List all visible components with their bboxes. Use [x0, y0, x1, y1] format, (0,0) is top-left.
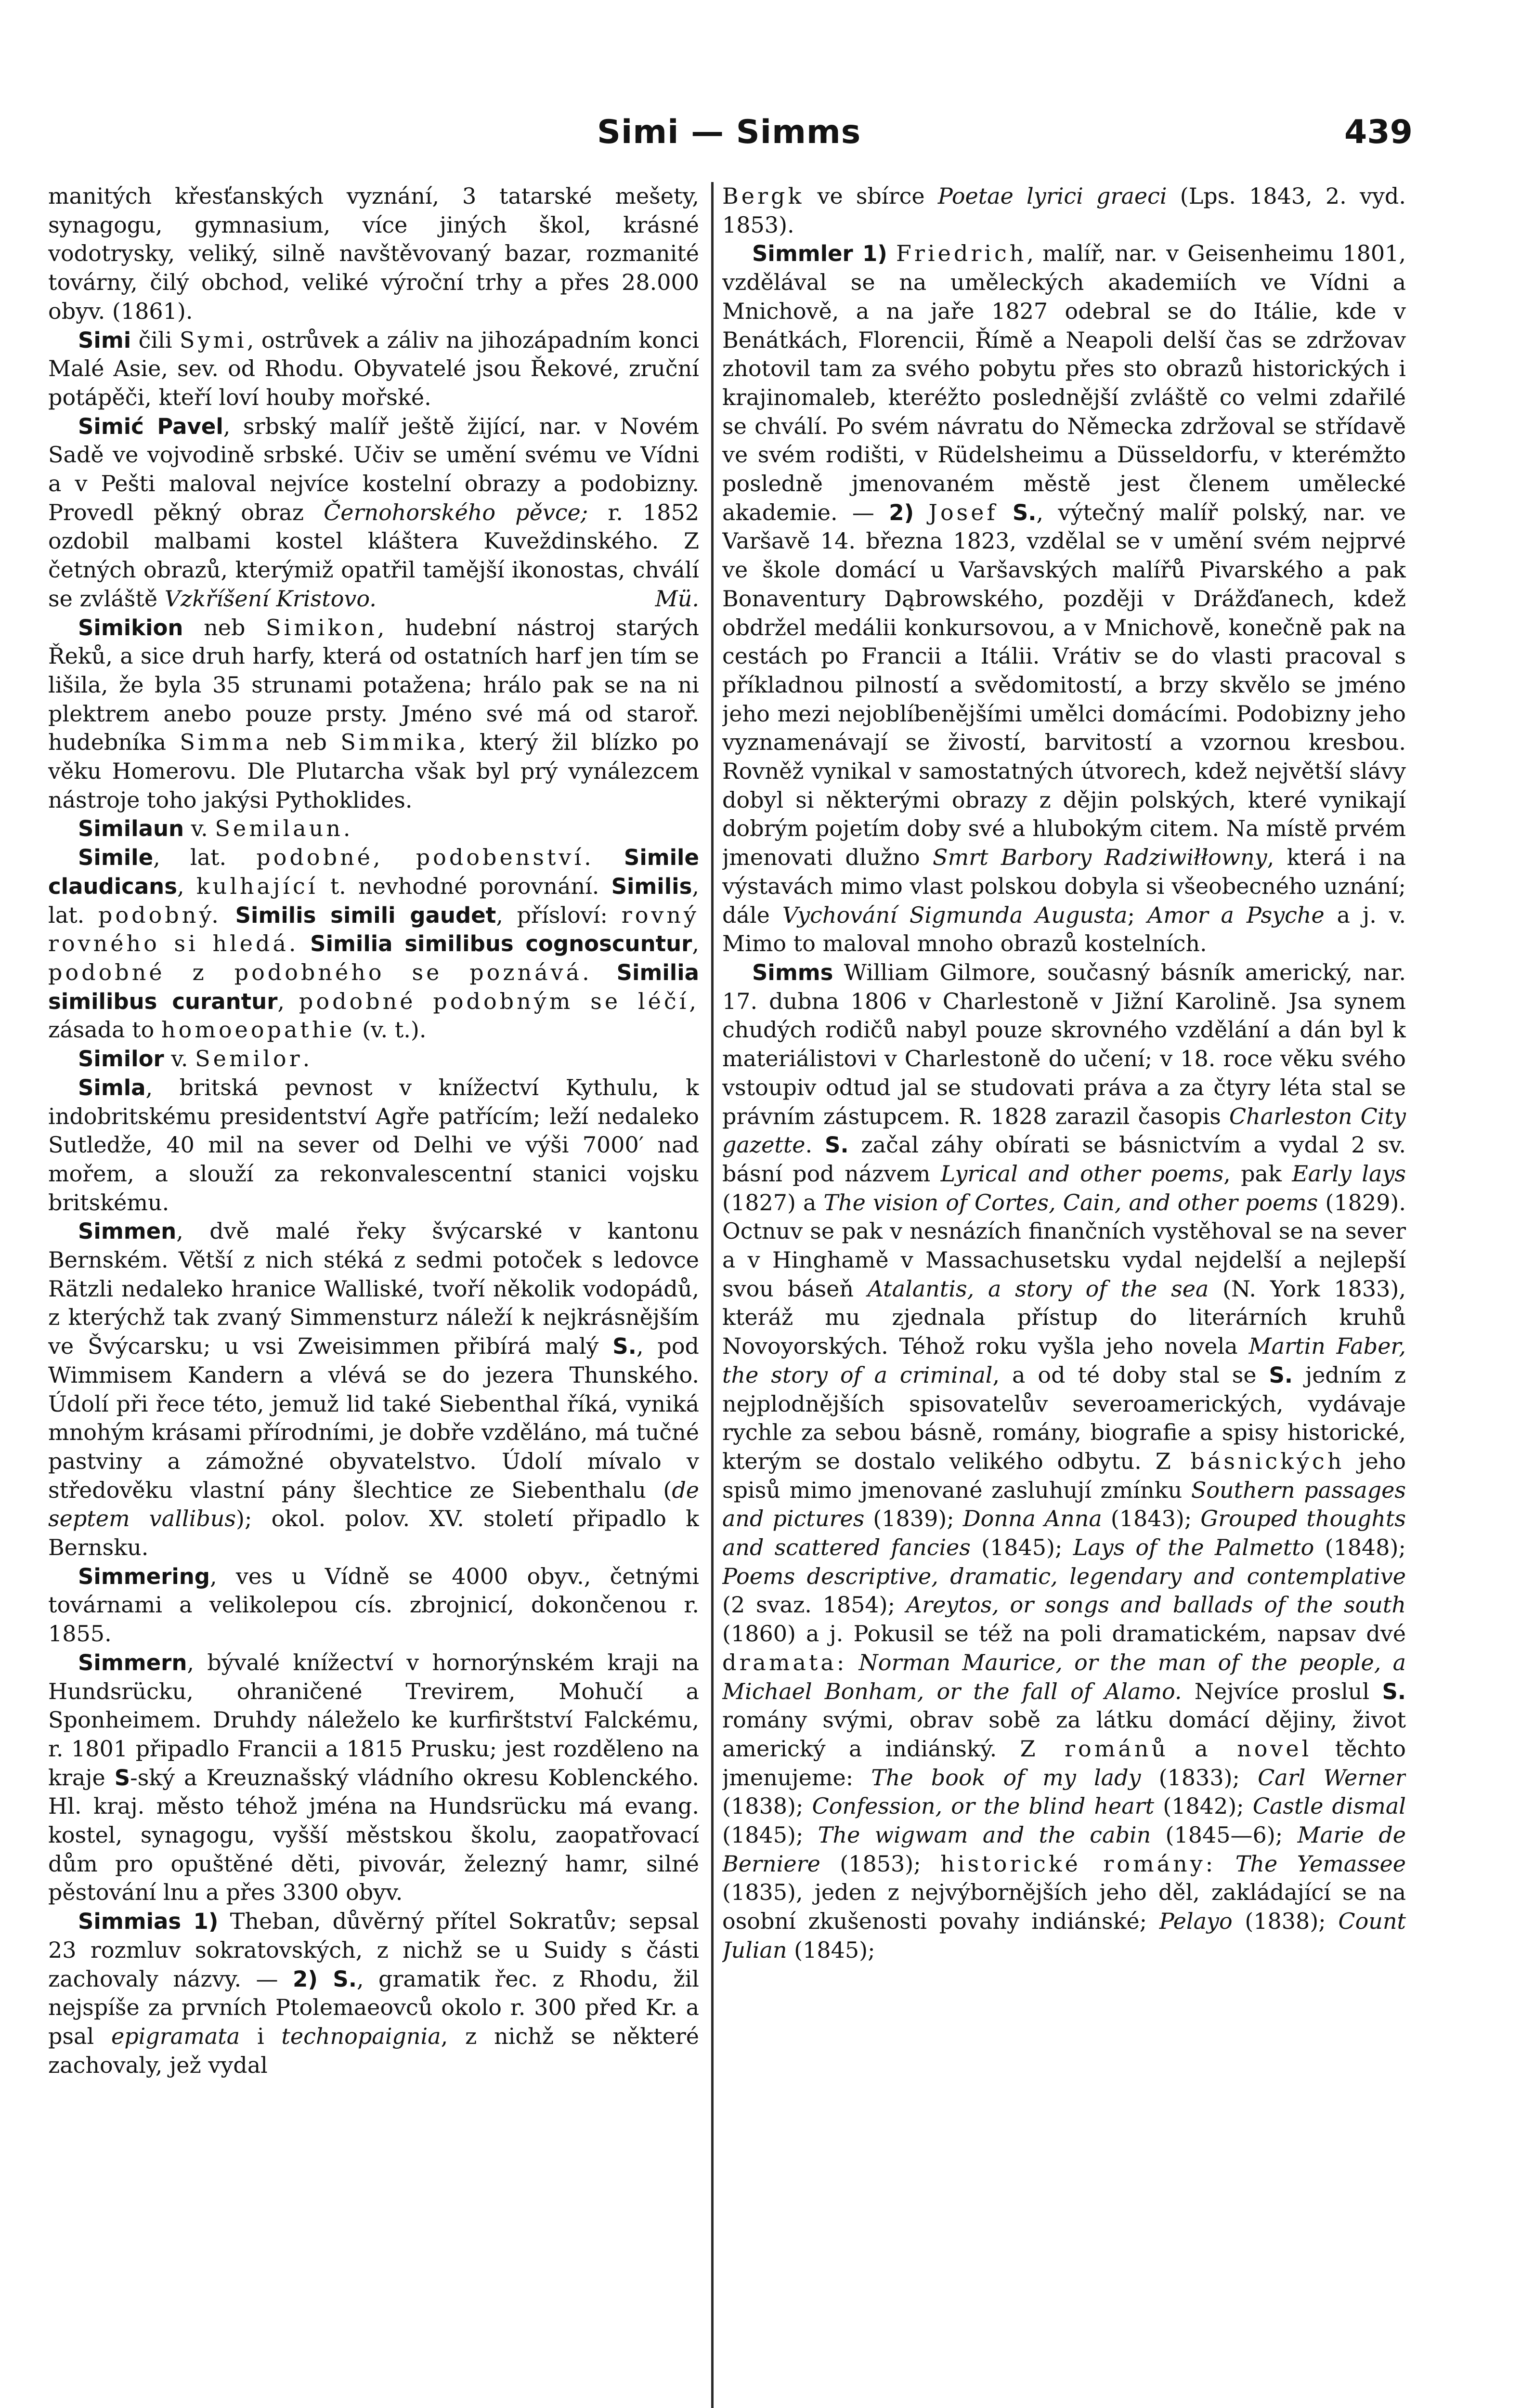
page-number: 439	[1344, 113, 1413, 151]
entry-simi: Simi čili Symi, ostrůvek a záliv na jihozápadním konci Malé Asie, sev. od Rhodu. Obyvatelé jsou Řekové, zruční potápěči, kteří loví houby mořské.	[48, 327, 699, 410]
headword: Simile	[78, 845, 154, 871]
headword: Simmler 1)	[752, 241, 887, 267]
entry-simic: Simić Pavel, srbský malíř ještě žijící, nar. v Novém Sadě ve vojvodině srbské. Učiv se umění svému ve Vídni a v Pešti maloval nejvíce kostelní obrazy a podobizny. Provedl pěkný obraz Černohorského pěvce; r. 1852 ozdobil malbami kostel kláštera Kuveždinského. Z četných obrazů, kterýmiž opatřil tamější ikonostas, chválí se zvláště Vzkříšení Kristovo. Mü.	[48, 412, 699, 614]
right-column	[722, 182, 1406, 2408]
entry-simmias: Simmias 1) Theban, důvěrný přítel Sokratův; sepsal 23 rozmluv sokratovských, z nichž se u Suidy s části zachovaly názvy. — 2) S., gramatik řec. z Rhodu, žil nejspíše za prvních Ptolemaeovců okolo r. 300 před Kr. a psal epigramata i technopaignia, z nichž se některé zachovaly, jež vydal	[48, 1908, 699, 2078]
entry-simmen: Simmen, dvě malé řeky švýcarské v kantonu Bernském. Větší z nich stéká z sedmi potoček s ledovce Rätzli nedaleko hranice Walliské, tvoří několik vodopádů, z kterýchž tak zvaný Simmensturz náleží k nejkrásnějším ve Švýcarsku; u vsi Zweisimmen přibírá malý S., pod Wimmisem Kandern a vlévá se do jezera Thunského. Údolí při řece této, jemuž lid také Siebenthal říká, vyniká mnohým krásami přírodními, je dobře vzděláno, má tučné pastviny a zámožné obyvatelstvo. Údolí mívalo v středověku vlastní pány šlechtice ze Siebenthalu (de septem vallibus); okol. polov. XV. století připadlo k Bernsku.	[48, 1218, 699, 1561]
headword: Simikion	[78, 615, 183, 641]
headword: Simić Pavel	[78, 413, 223, 439]
entry-simmering: Simmering, ves u Vídně se 4000 obyv., četnými továrnami a velikolepou cís. zbrojnicí, dokončenou r. 1855.	[48, 1563, 699, 1647]
entry-simmler: Simmler 1) Friedrich, malíř, nar. v Geisenheimu 1801, vzdělával se na uměleckých akademiích ve Vídni a Mnichově, a na jaře 1827 odebral se do Itálie, kde v Benátkách, Florencii, Římě a Neapoli delší čas se zdržovav zhotovil tam za svého pobytu přes sto obrazů historických i krajinomaleb, kteréžto poslednější zvláště co velmi zdařilé se chválí. Po svém návratu do Německa zdržoval se střídavě ve svém rodišti, v Rüdelsheimu a Düsseldorfu, v kterémžto posledně jmenovaném městě jest členem umělecké akademie. — 2) Josef S., výtečný malíř polský, nar. ve Varšavě 14. března 1823, vzdělal se v umění svém nejprvé ve škole domácí u Varšavských malířů Pivarského a pak Bonaventury Dąbrowského, později v Drážďanech, kdež obdržel medálii konkursovou, a v Mnichově, konečně pak na cestách po Francii a Itálii. Vrátiv se do vlasti pracoval s příkladnou pilností a svědomitostí, a brzy skvělo se jméno jeho mezi nejoblíbenějšími umělci domácími. Podobizny jeho vyznamenávají se živostí, barvitostí a vzornou kresbou. Rovněž vynikal v samostatných útvorech, kdež největší slávy dobyl si některými obrazy z dějin polských, které vynikají dobrým pojetím doby své a hlubokým citem. Na místě prvém jmenovati dlužno Smrt Barbory Radziwiłłowny, která i na výstavách mimo vlast polskou dobyla si všeobecného uznání; dále Vychování Sigmunda Augusta; Amor a Psyche a j. v. Mimo to maloval mnoho obrazů kostelních.	[722, 240, 1406, 957]
entry-simla: Simla, britská pevnost v knížectví Kythulu, k indobritskému presidentství Agře patřícím; leží nedaleko Sutledže, 40 mil na sever od Delhi ve výši 7000′ nad mořem, a slouží za rekonvalescentní stanici vojsku britskému.	[48, 1074, 699, 1216]
author-signature: Mü.	[655, 585, 699, 612]
headword: Simmern	[78, 1649, 187, 1675]
headword: Simmering	[78, 1563, 210, 1589]
page-header	[0, 108, 1521, 161]
entry-continuation: Bergk ve sbírce Poetae lyrici graeci (Lps. 1843, 2. vyd. 1853).	[722, 183, 1406, 238]
entry-simms: Simms William Gilmore, současný básník americký, nar. 17. dubna 1806 v Charlestoně v Jižní Karolině. Jsa synem chudých rodičů nabyl pouze skrovného vzdělání a dán byl k materiálistovi v Charlestoně do učení; v 18. roce věku svého vstoupiv odtud jal se studovati práva a za čtyry léta stal se právním zástupcem. R. 1828 zarazil časopis Charleston City gazette. S. začal záhy obírati se básnictvím a vydal 2 sv. básní pod názvem Lyrical and other poems, pak Early lays (1827) a The vision of Cortes, Cain, and other poems (1829). Octnuv se pak v nesnázích finančních vystěhoval se na sever a v Hinghamě v Massachusetsku vydal nejdelší a nejlepší svou báseň Atalantis, a story of the sea (N. York 1833), kteráž mu zjednala přístup do literárních kruhů Novoyorských. Téhož roku vyšla jeho novela Martin Faber, the story of a criminal, a od té doby stal se S. jedním z nejplodnějších spisovatelův severoamerických, vydávaje rychle za sebou básně, romány, biografie a spisy historické, kterým se dostalo velikého odbytu. Z básnických jeho spisů mimo jmenované zasluhují zmínku Southern passages and pictures (1839); Donna Anna (1843); Grouped thoughts and scattered fancies (1845); Lays of the Palmetto (1848); Poems descriptive, dramatic, legendary and contemplative (2 svaz. 1854); Areytos, or songs and ballads of the south (1860) a j. Pokusil se též na poli dramatickém, napsav dvé dramata: Norman Maurice, or the man of the people, a Michael Bonham, or the fall of Alamo. Nejvíce proslul S. romány svými, obrav sobě za látku domácí dějiny, život americký a indiánský. Z románů a novel těchto jmenujeme: The book of my lady (1833); Carl Werner (1838); Confession, or the blind heart (1842); Castle dismal (1845); The wigwam and the cabin (1845—6); Marie de Berniere (1853); historické romány: The Yemassee (1835), jeden z nejvýbornějších jeho děl, zakládající se na osobní zkušenosti povahy indiánské; Pelayo (1838); Count Julian (1845);	[722, 959, 1406, 1963]
entry-simmern: Simmern, bývalé knížectví v hornorýnském kraji na Hundsrücku, ohraničené Trevirem, Mohučí a Sponheimem. Druhdy náleželo ke kurfirštství Falckému, r. 1801 připadlo Francii a 1815 Prusku; jest rozděleno na kraje S-ský a Kreuznašský vládního okresu Koblenckého. Hl. kraj. město téhož jména na Hundsrücku má evang. kostel, synagogu, vyšší městskou školu, zaopatřovací dům pro opuštěné děti, pivovár, železný hamr, silné pěstování lnu a přes 3300 obyv.	[48, 1649, 699, 1906]
entry-similor: Similor v. Semilor.	[78, 1046, 310, 1072]
headword: Similor	[78, 1046, 164, 1072]
left-column	[48, 182, 699, 2408]
running-title: Simi — Simms	[597, 113, 861, 151]
headword: Similaun	[78, 816, 184, 842]
entry-simile: Simile, lat. podobné, podobenství. Simile claudicans, kulhající t. nevhodné porovnání. Similis, lat. podobný. Similis simili gaudet, přísloví: rovný rovného si hledá. Similia similibus cognoscuntur, podobné z podobného se poznává. Similia similibus curantur, podobné podobným se léčí, zásada to homoeopathie (v. t.).	[48, 844, 699, 1043]
entry-continuation: manitých křesťanských vyznání, 3 tatarské mešety, synagogu, gymnasium, více jiných škol, krásné vodotrysky, veliký, silně navštěvovaný bazar, rozmanité továrny, čilý obchod, veliké výroční trhy a přes 28.000 obyv. (1861).	[48, 183, 699, 324]
column-divider	[711, 182, 714, 2408]
headword: Simmen	[78, 1218, 177, 1244]
headword: Simla	[78, 1074, 146, 1100]
entry-simikion: Simikion neb Simikon, hudební nástroj starých Řeků, a sice druh harfy, která od ostatních harf jen tím se lišila, že byla 35 strunami potažena; hrálo pak se na ni plektrem anebo pouze prsty. Jméno své má od staroř. hudebníka Simma neb Simmika, který žil blízko po věku Homerovu. Dle Plutarcha však byl prý vynálezcem nástroje toho jakýsi Pythoklides.	[48, 614, 699, 813]
headword: Simms	[752, 959, 833, 985]
headword: Simi	[78, 327, 131, 353]
entry-similaun: Similaun v. Semilaun.	[78, 815, 351, 842]
headword: Simmias 1)	[78, 1909, 219, 1935]
